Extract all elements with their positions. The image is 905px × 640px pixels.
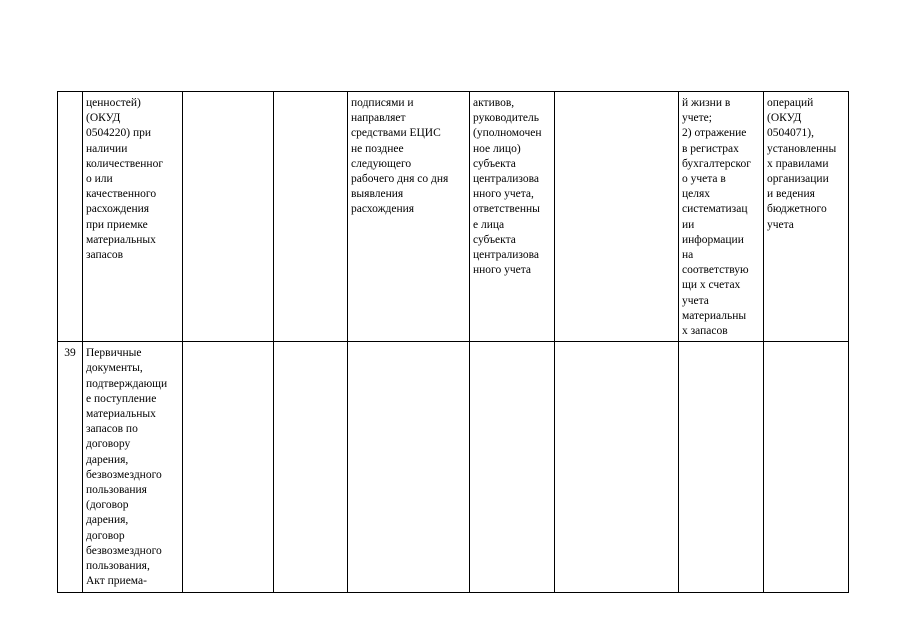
table-cell (555, 342, 679, 592)
table-cell (764, 342, 849, 592)
cell-text: операций (ОКУД 0504071), установленны х правилами организации и ведения бюджетного учета (767, 97, 837, 231)
table-cell (274, 92, 348, 342)
table-cell (764, 92, 849, 342)
table-row (58, 92, 849, 342)
row-number-cell (58, 92, 83, 342)
cell-text: Первичные документы, подтверждающи е поступление материальных запасов по договору дарения, безвозмездного пользования (договор дарения, договор безвозмездного пользования, Акт приема- (86, 347, 168, 588)
cell-text: й жизни в учете; 2) отражение в регистрах бухгалтерског о учета в целях систематизац ии информации на соответствую щи х счетах учета материальны х запасов (682, 97, 752, 338)
table-row (58, 342, 849, 592)
table-cell (183, 92, 274, 342)
table-cell (348, 342, 470, 592)
document-name-cell (83, 92, 183, 342)
table-cell (470, 342, 555, 592)
cell-text: ценностей) (ОКУД 0504220) при наличии количественног о или качественного расхождения при приемке материальных запасов (86, 97, 164, 262)
table-cell (274, 342, 348, 592)
table-cell (470, 92, 555, 342)
cell-text: активов, руководитель (уполномочен ное лицо) субъекта централизова нного учета, ответственны е лица субъекта централизова нного учета (473, 97, 542, 277)
table-cell (679, 342, 764, 592)
table-cell (679, 92, 764, 342)
cell-text: подписями и направляет средствами ЕЦИС не позднее следующего рабочего дня со дня выявления расхождения (351, 97, 449, 216)
row-number: 39 (64, 347, 76, 360)
document-name-cell (83, 342, 183, 592)
table-cell (183, 342, 274, 592)
row-number-cell (58, 342, 83, 592)
table-cell (555, 92, 679, 342)
table-cell (348, 92, 470, 342)
document-table (57, 91, 849, 593)
